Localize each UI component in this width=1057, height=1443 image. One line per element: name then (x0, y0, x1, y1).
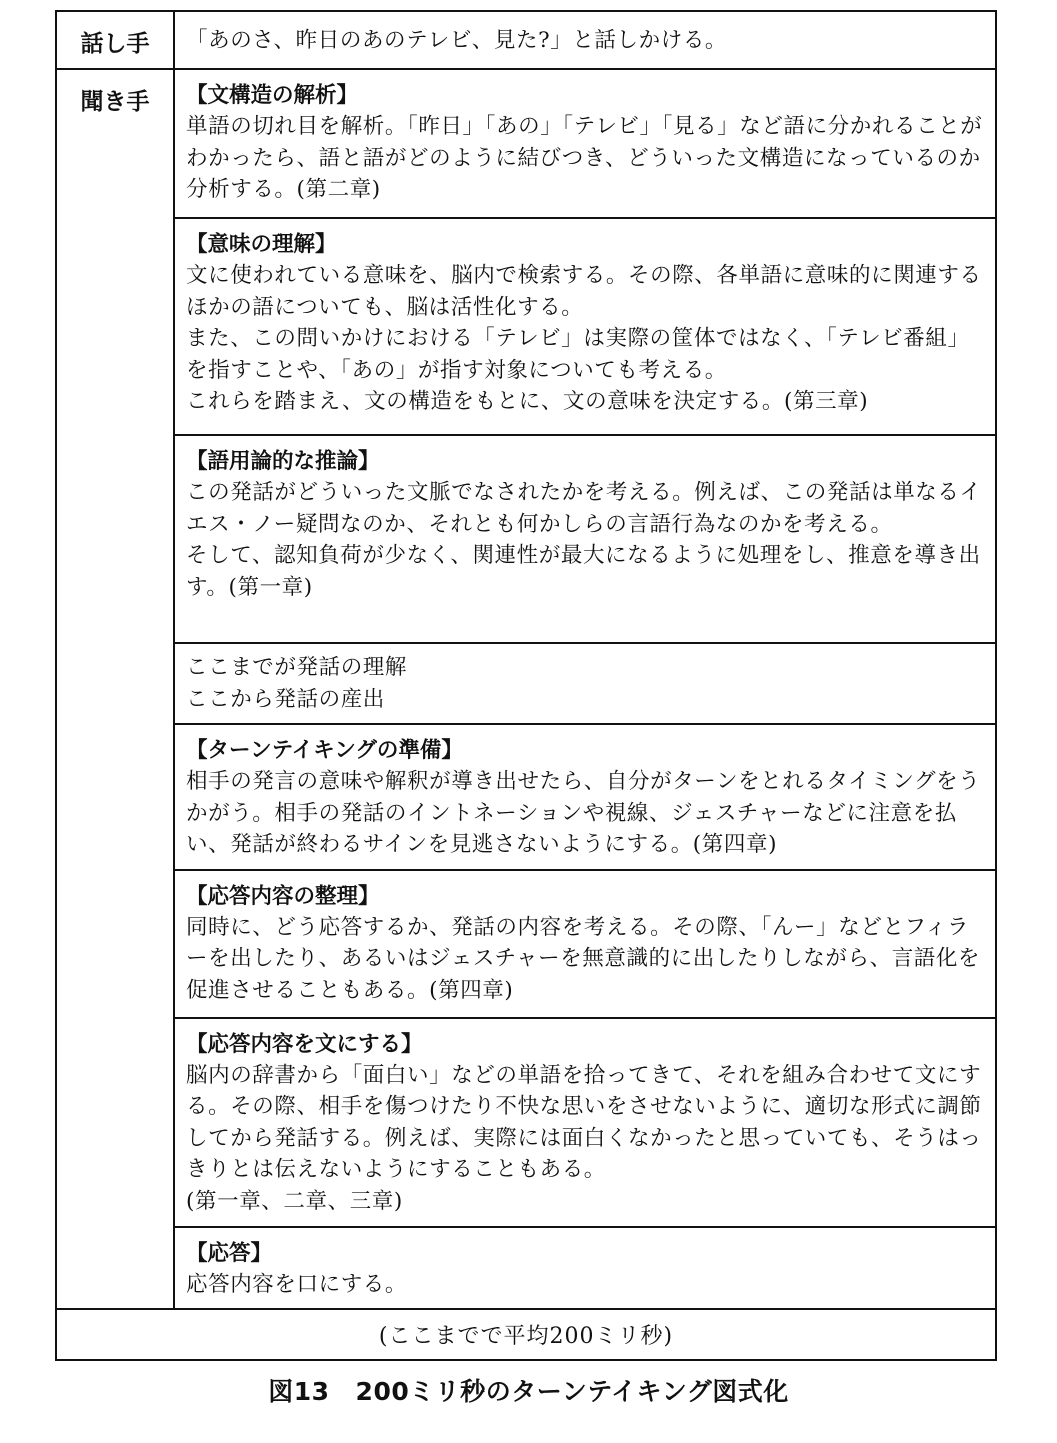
step-paragraph: 文に使われている意味を、脳内で検索する。その際、各単語に意味的に関連するほかの語についても、脳は活性化する。 (186, 263, 982, 320)
step-paragraph: 応答内容を口にする。 (186, 1271, 408, 1297)
figure-caption (0, 1372, 1057, 1408)
speaker-utterance: 「あのさ、昨日のあのテレビ、見た?」と話しかける。 (174, 11, 996, 69)
figure-title: 200ミリ秒のターンテイキング図式化 (355, 1377, 789, 1406)
step-title: 【応答】 (186, 1240, 273, 1266)
step-paragraph: 単語の切れ目を解析。「昨日」「あの」「テレビ」「見る」など語に分かれることがわかったら、語と語がどのように結びつき、どういった文構造になっているのか分析する。(第二章) (186, 114, 983, 202)
listener-step-row (56, 435, 996, 643)
listener-step-row (56, 724, 996, 870)
step-paragraph: これらを踏まえ、文の構造をもとに、文の意味を決定する。(第三章) (186, 389, 869, 414)
listener-step-row (56, 1227, 996, 1310)
step-title: 【意味の理解】 (186, 232, 337, 257)
speaker-row (56, 11, 996, 69)
total-row (56, 1309, 996, 1360)
step-title: 【応答内容を文にする】 (186, 1031, 423, 1057)
step-paragraph: 相手の発言の意味や解釈が導き出せたら、自分がターンをとれるタイミングをうかがう。相手の発話のイントネーションや視線、ジェスチャーなどに注意を払い、発話が終わるサインを見逃さないようにする。(第四章) (186, 769, 981, 857)
step-title: 【語用論的な推論】 (186, 449, 380, 474)
listener-role: 聞き手 (56, 69, 174, 1309)
step-paragraph: 脳内の辞書から「面白い」などの単語を拾ってきて、それを組み合わせて文にする。その際、相手を傷つけたり不快な思いをさせないように、適切な形式に調節してから発話する。例えば、実際には面白くなかったと思っていても、そうはっきりとは伝えないようにすることもある。 (186, 1062, 982, 1182)
listener-step-row (56, 69, 996, 218)
step-transition-note (174, 643, 996, 724)
step-pragmatic-inference (174, 435, 996, 643)
speaker-role: 話し手 (56, 11, 174, 69)
step-title: 【応答内容の整理】 (186, 883, 380, 909)
step-respond (174, 1227, 996, 1310)
listener-step-row (56, 1018, 996, 1227)
step-form-sentence (174, 1018, 996, 1227)
step-title: 【ターンテイキングの準備】 (186, 738, 463, 763)
listener-step-row (56, 643, 996, 724)
step-paragraph: この発話がどういった文脈でなされたかを考える。例えば、この発話は単なるイエス・ノー疑問なのか、それとも何かしらの言語行為なのかを考える。 (186, 480, 982, 537)
step-understand-meaning (174, 218, 996, 435)
step-paragraph: ここまでが発話の理解 (186, 655, 408, 680)
step-organize-response (174, 870, 996, 1018)
step-paragraph: また、この問いかけにおける「テレビ」は実際の筐体ではなく、「テレビ番組」を指すことや、「あの」が指す対象についても考える。 (186, 326, 970, 383)
step-paragraph: ここから発話の産出 (186, 686, 385, 712)
average-time-note: (ここまでで平均200ミリ秒) (56, 1309, 996, 1360)
step-paragraph: そして、認知負荷が少なく、関連性が最大になるように処理をし、推意を導き出す。(第一章) (186, 543, 981, 600)
turn-taking-table (55, 10, 997, 1361)
figure-number: 図13 (268, 1377, 330, 1406)
listener-step-row (56, 218, 996, 435)
step-paragraph: (第一章、二章、三章) (186, 1188, 403, 1214)
step-turn-taking-prep (174, 724, 996, 870)
listener-step-row (56, 870, 996, 1018)
step-paragraph: 同時に、どう応答するか、発話の内容を考える。その際、「んー」などとフィラーを出したり、あるいはジェスチャーを無意識的に出したりしながら、言語化を促進させることもある。(第四章) (186, 914, 981, 1003)
step-parse-structure (174, 69, 996, 218)
step-title: 【文構造の解析】 (186, 83, 359, 108)
